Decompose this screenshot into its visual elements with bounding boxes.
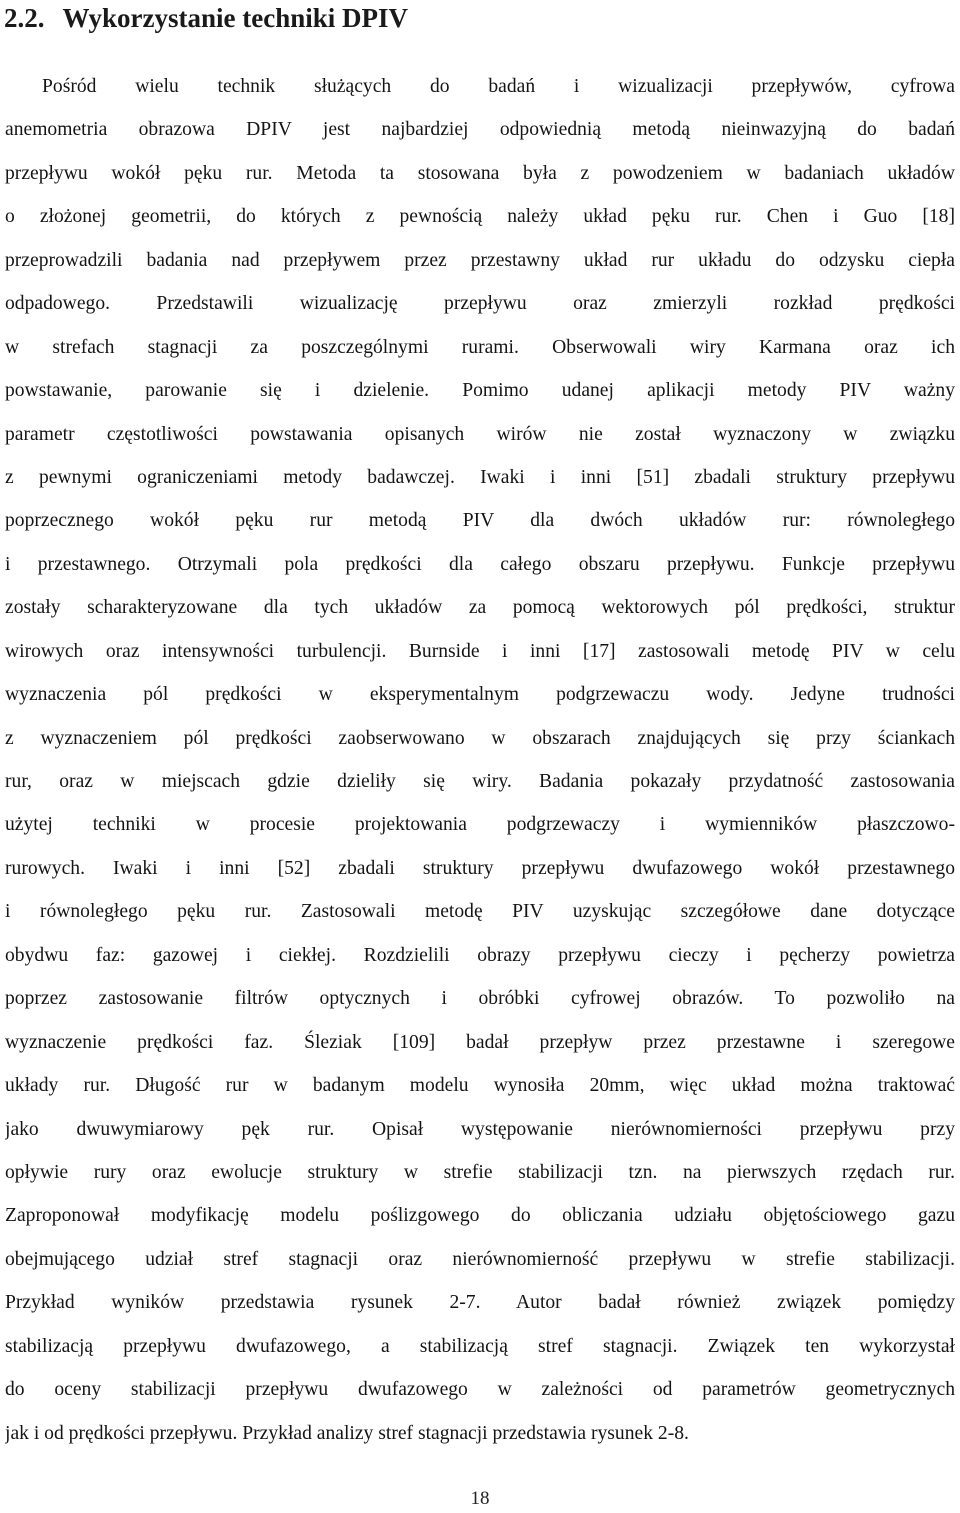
paragraph-line: anemometria obrazowa DPIV jest najbardziej odpowiednią metodą nieinwazyjną do badań — [5, 119, 955, 141]
paragraph-line: parametr częstotliwości powstawania opisanych wirów nie został wyznaczony w związku — [5, 423, 955, 445]
paragraph-line: użytej techniki w procesie projektowania podgrzewaczy i wymienników płaszczowo- — [5, 814, 955, 836]
paragraph-line: z pewnymi ograniczeniami metody badawczej. Iwaki i inni [51] zbadali struktury przepływu — [5, 466, 955, 488]
paragraph-line: z wyznaczeniem pól prędkości zaobserwowano w obszarach znajdujących się przy ściankach — [5, 727, 955, 749]
paragraph-line: wyznaczenie prędkości faz. Śleziak [109] badał przepływ przez przestawne i szeregowe — [5, 1031, 955, 1053]
paragraph-line: przeprowadzili badania nad przepływem przez przestawny układ rur układu do odzysku ciepła — [5, 249, 955, 271]
paragraph-line: o złożonej geometrii, do których z pewnością należy układ pęku rur. Chen i Guo [18] — [5, 206, 955, 228]
paragraph — [5, 65, 955, 1455]
section-number: 2.2. — [4, 3, 45, 33]
paragraph-line: poprzez zastosowanie filtrów optycznych i obróbki cyfrowej obrazów. To pozwoliło na — [5, 988, 955, 1010]
paragraph-line: w strefach stagnacji za poszczególnymi rurami. Obserwowali wiry Karmana oraz ich — [5, 336, 955, 358]
paragraph-line: obydwu faz: gazowej i ciekłej. Rozdzielili obrazy przepływu cieczy i pęcherzy powietrza — [5, 944, 955, 966]
paragraph-line: i równoległego pęku rur. Zastosowali metodę PIV uzyskując szczegółowe dane dotyczące — [5, 901, 955, 923]
paragraph-line: jako dwuwymiarowy pęk rur. Opisał występowanie nierównomierności przepływu przy — [5, 1118, 955, 1140]
paragraph-line: opływie rury oraz ewolucje struktury w strefie stabilizacji tzn. na pierwszych rzędach rur. — [5, 1161, 955, 1183]
section-title: Wykorzystanie techniki DPIV — [62, 3, 408, 33]
paragraph-line: Pośród wielu technik służących do badań i wizualizacji przepływów, cyfrowa — [42, 76, 955, 97]
paragraph-line: zostały scharakteryzowane dla tych układów za pomocą wektorowych pól prędkości, struktur — [5, 597, 955, 619]
paragraph-line: Zaproponował modyfikację modelu poślizgowego do obliczania udziału objętościowego gazu — [5, 1205, 955, 1227]
paragraph-line: poprzecznego wokół pęku rur metodą PIV dla dwóch układów rur: równoległego — [5, 510, 955, 532]
paragraph-line: odpadowego. Przedstawili wizualizację przepływu oraz zmierzyli rozkład prędkości — [5, 293, 955, 315]
paragraph-line: i przestawnego. Otrzymali pola prędkości dla całego obszaru przepływu. Funkcje przepływu — [5, 553, 955, 575]
page-number: 18 — [470, 1488, 490, 1509]
paragraph-line: do oceny stabilizacji przepływu dwufazowego w zależności od parametrów geometrycznych — [5, 1379, 955, 1401]
paragraph-line: rur, oraz w miejscach gdzie dzieliły się wiry. Badania pokazały przydatność zastosowania — [5, 771, 955, 792]
paragraph-line: rurowych. Iwaki i inni [52] zbadali struktury przepływu dwufazowego wokół przestawnego — [5, 857, 955, 879]
paragraph-line: powstawanie, parowanie się i dzielenie. Pomimo udanej aplikacji metody PIV ważny — [5, 380, 955, 402]
paragraph-line: jak i od prędkości przepływu. Przykład analizy stref stagnacji przedstawia rysunek 2-8. — [5, 1422, 689, 1444]
paragraph-line: Przykład wyników przedstawia rysunek 2-7. Autor badał również związek pomiędzy — [5, 1292, 955, 1314]
section-heading — [4, 0, 408, 36]
paragraph-line: układy rur. Długość rur w badanym modelu wynosiła 20mm, więc układ można traktować — [5, 1075, 955, 1097]
paragraph-line: stabilizacją przepływu dwufazowego, a stabilizacją stref stagnacji. Związek ten wykorzystał — [5, 1335, 955, 1357]
paragraph-line: przepływu wokół pęku rur. Metoda ta stosowana była z powodzeniem w badaniach układów — [5, 162, 955, 184]
paragraph-line: wyznaczenia pól prędkości w eksperymentalnym podgrzewaczu wody. Jedyne trudności — [5, 684, 955, 706]
paragraph-line: wirowych oraz intensywności turbulencji. Burnside i inni [17] zastosowali metodę PIV w celu — [5, 640, 955, 662]
paragraph-line: obejmującego udział stref stagnacji oraz nierównomierność przepływu w strefie stabilizacji. — [5, 1248, 955, 1270]
